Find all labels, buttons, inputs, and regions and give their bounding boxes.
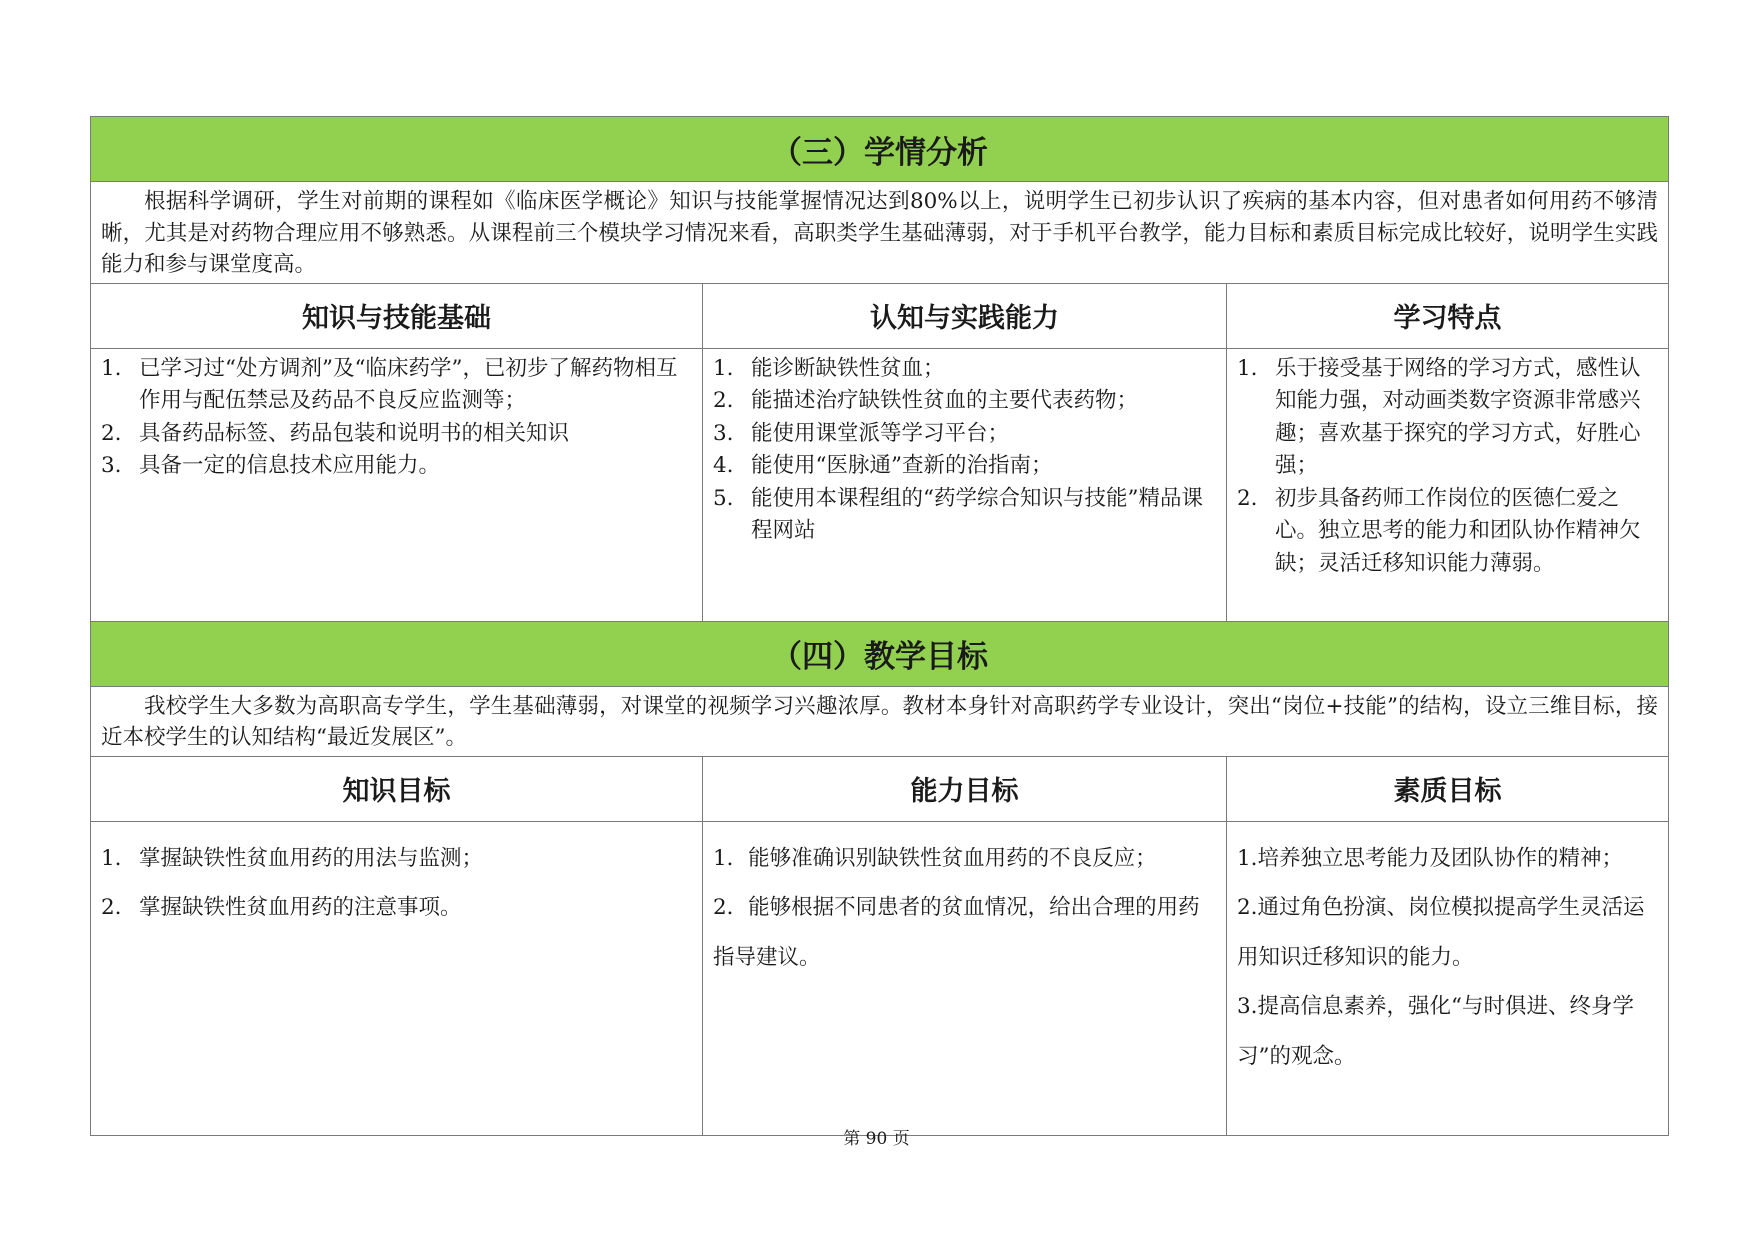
section-intro-objectives: 我校学生大多数为高职高专学生，学生基础薄弱，对课堂的视频学习兴趣浓厚。教材本身针对高职药学专业设计，突出“岗位+技能”的结构，设立三维目标，接近本校学生的认知结构“最近发展区”。 [91, 686, 1669, 756]
section-title-analysis: （三）学情分析 [91, 117, 1669, 182]
page-number: 第 90 页 [843, 1129, 910, 1149]
list-item: 5. 能使用本课程组的“药学综合知识与技能”精品课程网站 [713, 485, 1203, 543]
list-item: 2. 掌握缺铁性贫血用药的注意事项。 [101, 895, 462, 920]
learning-traits-cell [1227, 348, 1669, 621]
list-item: 1. 能诊断缺铁性贫血； [713, 355, 945, 381]
section-title-objectives: （四）教学目标 [91, 621, 1669, 686]
column-header-knowledge-goal: 知识目标 [91, 756, 703, 821]
practice-ability-list [713, 353, 1218, 548]
section-intro-analysis: 根据科学调研，学生对前期的课程如《临床医学概论》知识与技能掌握情况达到80%以上，说明学生已初步认识了疾病的基本内容，但对患者如何用药不够清晰，尤其是对药物合理应用不够熟悉。从课程前三个模块学习情况来看，高职类学生基础薄弱，对于手机平台教学，能力目标和素质目标完成比较好，说明学生实践能力和参与课堂度高。 [91, 182, 1669, 284]
learning-traits-list [1237, 353, 1660, 581]
list-item: 3.提高信息素养，强化“与时俱进、终身学习”的观念。 [1237, 994, 1635, 1069]
list-item: 2．能够根据不同患者的贫血情况，给出合理的用药指导建议。 [713, 895, 1200, 970]
column-header-quality-goal: 素质目标 [1227, 756, 1669, 821]
list-item: 1.培养独立思考能力及团队协作的精神； [1237, 845, 1624, 871]
list-item: 3. 能使用课堂派等学习平台； [713, 420, 1010, 446]
list-item: 2.通过角色扮演、岗位模拟提高学生灵活运用知识迁移知识的能力。 [1237, 895, 1645, 970]
list-item: 2. 初步具备药师工作岗位的医德仁爱之心。独立思考的能力和团队协作精神欠缺；灵活迁移知识能力薄弱。 [1237, 485, 1641, 576]
lesson-plan-table [90, 116, 1669, 1136]
knowledge-foundation-list [101, 353, 694, 483]
list-item: 1. 乐于接受基于网络的学习方式，感性认知能力强，对动画类数字资源非常感兴趣；喜欢基于探究的学习方式，好胜心强； [1237, 355, 1641, 478]
knowledge-foundation-cell [91, 348, 703, 621]
list-item: 2. 能描述治疗缺铁性贫血的主要代表药物； [713, 388, 1139, 413]
quality-goal-cell [1227, 821, 1669, 1135]
column-header-ability-goal: 能力目标 [703, 756, 1227, 821]
column-header-knowledge-foundation: 知识与技能基础 [91, 283, 703, 348]
column-header-learning-traits: 学习特点 [1227, 283, 1669, 348]
column-header-practice-ability: 认知与实践能力 [703, 283, 1227, 348]
list-item: 1．能够准确识别缺铁性贫血用药的不良反应； [713, 845, 1157, 871]
knowledge-goal-cell [91, 821, 703, 1135]
list-item: 2. 具备药品标签、药品包装和说明书的相关知识 [101, 420, 570, 446]
list-item: 4. 能使用“医脉通”查新的治指南； [713, 453, 1053, 478]
list-item: 3. 具备一定的信息技术应用能力。 [101, 453, 441, 478]
practice-ability-cell [703, 348, 1227, 621]
list-item: 1. 掌握缺铁性贫血用药的用法与监测； [101, 845, 484, 871]
ability-goal-cell [703, 821, 1227, 1135]
list-item: 1. 已学习过“处方调剂”及“临床药学”，已初步了解药物相互作用与配伍禁忌及药品不良反应监测等； [101, 355, 678, 413]
